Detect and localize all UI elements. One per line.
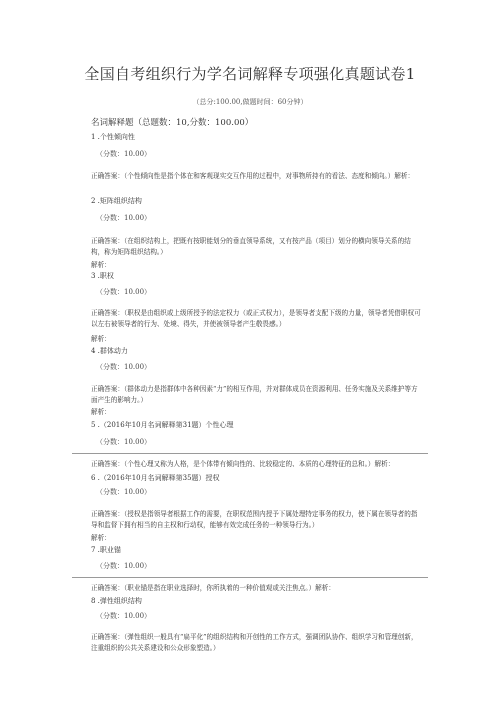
question-label: 7 .职业锚 xyxy=(91,546,121,554)
section-heading: 名词解释题（总题数：10,分数：100.00） xyxy=(91,118,254,128)
question-label: 6 .（2016年10月名词解释第35题）授权 xyxy=(91,474,220,482)
question-score: （分数：10.00） xyxy=(96,562,152,570)
question-label: 4 .群体动力 xyxy=(91,347,128,355)
analysis-label: 解析： xyxy=(91,534,111,542)
divider xyxy=(72,577,428,578)
analysis-label: 解析： xyxy=(91,261,111,269)
answer-text: 正确答案：（授权是指领导者根据工作的需要，在职权范围内授予下属处理特定事务的权力，使下属在领导者的指导和监督下拥有相当的自主权和行动权，能够有效完成任务的一种领导行为。） xyxy=(91,510,418,529)
divider xyxy=(72,453,428,454)
answer-text: 正确答案：（在组织结构上，把既有按职能划分的垂直领导系统，又有按产品（项目）划分的横向领导关系的结构，称为矩阵组织结构。） xyxy=(91,237,411,256)
analysis-label: 解析： xyxy=(91,335,111,343)
question-score: （分数：10.00） xyxy=(96,612,152,620)
answer-text: 正确答案：（职业锚是指在职业选择时，你所执着的一种价值观或关注焦点。）解析： xyxy=(91,584,335,592)
answer-text: 正确答案：（职权是由组织或上级所授予的法定权力（或正式权力），是领导者支配下级的力量，领导者凭借职权可以左右被领导者的行为、处境、得失，并使被领导者产生敬畏感。） xyxy=(91,309,421,328)
question-label: 2 .矩阵组织结构 xyxy=(91,197,142,205)
answer-text: 正确答案：（个性心理又称为人格，是个体带有倾向性的、比较稳定的、本质的心理特征的总和。）解析： xyxy=(91,460,395,468)
document-title: 全国自考组织行为学名词解释专项强化真题试卷1 xyxy=(84,65,416,83)
question-score: （分数：10.00） xyxy=(96,214,152,222)
question-score: （分数：10.00） xyxy=(96,288,152,296)
answer-text: 正确答案：（弹性组织一般具有“扁平化”的组织结构和开创性的工作方式，强调团队协作、组织学习和管理创新，注重组织的公共关系建设和公众形象塑造。） xyxy=(91,633,418,652)
question-label: 3 .职权 xyxy=(91,272,114,280)
question-score: （分数：10.00） xyxy=(96,363,152,371)
exam-meta: （总分:100.00,做题时间：60分钟） xyxy=(192,98,308,106)
question-label: 1 .个性倾向性 xyxy=(91,133,135,141)
question-label: 8 .弹性组织结构 xyxy=(91,597,142,605)
analysis-label: 解析： xyxy=(91,408,111,416)
question-label: 5 .（2016年10月名词解释第31题）个性心理 xyxy=(91,421,234,429)
question-score: （分数：10.00） xyxy=(96,488,152,496)
answer-text: 正确答案：（个性倾向性是指个体在和客观现实交互作用的过程中，对事物所持有的看法、态度和倾向。）解析： xyxy=(91,172,415,180)
question-score: （分数：10.00） xyxy=(96,150,152,158)
question-score: （分数：10.00） xyxy=(96,438,152,446)
answer-text: 正确答案：（群体动力是指群体中各种因素“力”的相互作用，并对群体成员在资源利用、任务实施及关系维护等方面产生的影响力。） xyxy=(91,385,418,404)
